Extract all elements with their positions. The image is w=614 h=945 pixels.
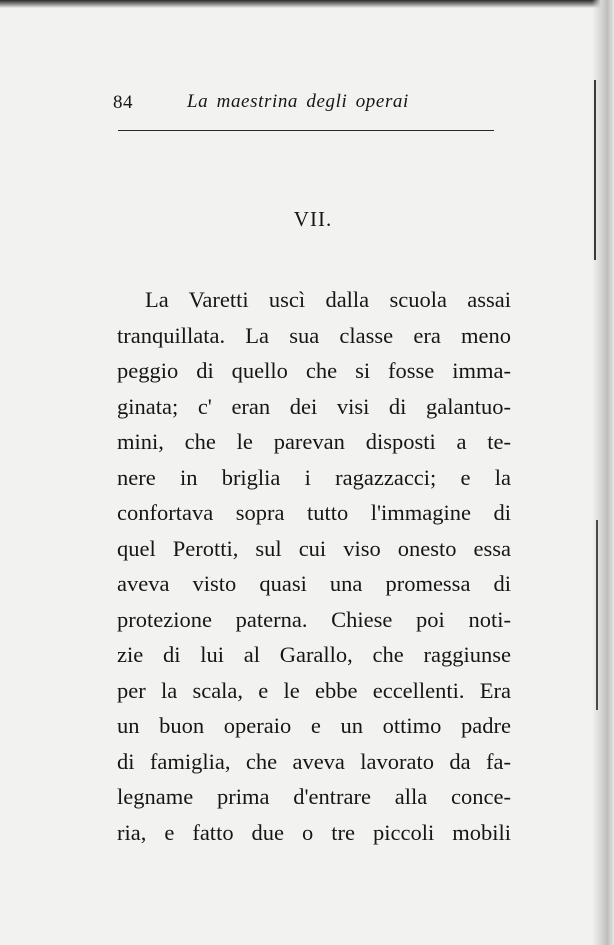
text-line: ginata; c' eran dei visi di galantuo-: [117, 393, 511, 419]
text-line: legname prima d'entrare alla conce-: [117, 784, 511, 809]
text-line: quel Perotti, sul cui viso onesto essa: [117, 535, 511, 561]
page-number: 84: [113, 92, 133, 113]
running-title: La maestrina degli operai: [187, 91, 409, 112]
text-line: zie di lui al Garallo, che raggiunse: [117, 642, 511, 667]
text-line: confortava sopra tutto l'immagine di: [117, 500, 511, 525]
text-line: tranquillata. La sua classe era meno: [117, 322, 511, 348]
text-line: La Varetti uscì dalla scuola assai: [145, 287, 511, 312]
binding-shadow-lower: [596, 520, 598, 710]
body-text: [117, 282, 511, 850]
text-line: peggio di quello che si fosse imma-: [117, 358, 511, 383]
chapter-title: VII.: [293, 207, 333, 231]
text-line: mini, che le parevan disposti a te-: [117, 429, 511, 454]
page-top-edge: [0, 0, 614, 8]
text-line: nere in briglia i ragazzacci; e la: [117, 464, 511, 490]
header-rule: [118, 130, 494, 131]
text-line: per la scala, e le ebbe eccellenti. Era: [117, 677, 511, 703]
text-line: protezione paterna. Chiese poi noti-: [117, 606, 511, 632]
text-line: ria, e fatto due o tre piccoli mobili: [117, 819, 511, 845]
text-line: di famiglia, che aveva lavorato da fa-: [117, 748, 511, 774]
binding-shadow-upper: [594, 80, 596, 260]
text-line: aveva visto quasi una promessa di: [117, 571, 511, 596]
text-line: un buon operaio e un ottimo padre: [117, 713, 511, 738]
running-head: [113, 92, 496, 122]
